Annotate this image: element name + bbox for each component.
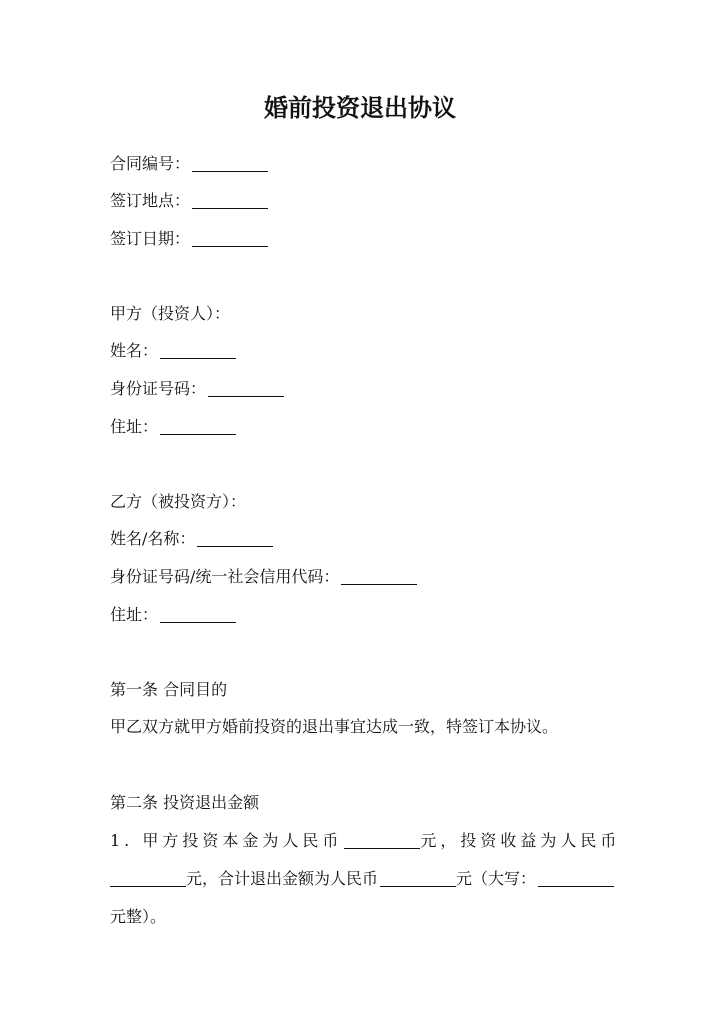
- sign-date-line: [110, 228, 268, 250]
- sign-place-line: [110, 190, 268, 212]
- article2-p2-text-a: 元，合计退出金额为人民币: [186, 869, 379, 888]
- article2-p1-text-a: 1. 甲方投资本金为人民币: [110, 831, 343, 850]
- income-amount-blank[interactable]: [110, 870, 186, 887]
- total-amount-blank[interactable]: [380, 870, 456, 887]
- article2-p3: 元整）。: [110, 907, 167, 926]
- article2-p1-text-b: 元，投资收益为人民币: [420, 831, 621, 850]
- party-a-address-label: 住址：: [110, 417, 159, 436]
- party-b-id-blank[interactable]: [341, 568, 417, 585]
- party-b-address-line: [110, 604, 236, 626]
- party-b-address-label: 住址：: [110, 605, 159, 624]
- sign-place-blank[interactable]: [192, 192, 268, 209]
- party-a-name-blank[interactable]: [160, 342, 236, 359]
- party-b-id-line: [110, 566, 417, 588]
- article1-text: 甲乙双方就甲方婚前投资的退出事宜达成一致，特签订本协议。: [110, 717, 559, 736]
- contract-no-line: [110, 153, 268, 175]
- party-b-address-blank[interactable]: [160, 606, 236, 623]
- party-a-address-blank[interactable]: [160, 418, 236, 435]
- party-a-id-label: 身份证号码：: [110, 379, 207, 398]
- contract-no-label: 合同编号：: [110, 154, 191, 173]
- party-b-header: 乙方（被投资方）：: [110, 492, 247, 511]
- party-b-name-label: 姓名/名称：: [110, 529, 196, 548]
- article2-title: 第二条 投资退出金额: [110, 793, 260, 812]
- sign-date-label: 签订日期：: [110, 229, 191, 248]
- party-a-address-line: [110, 416, 236, 438]
- party-a-name-label: 姓名：: [110, 341, 159, 360]
- party-b-name-line: [110, 528, 273, 550]
- article2-p2-text-b: 元（大写：: [456, 869, 537, 888]
- contract-no-blank[interactable]: [192, 155, 268, 172]
- sign-date-blank[interactable]: [192, 230, 268, 247]
- party-a-id-blank[interactable]: [208, 380, 284, 397]
- article1-title: 第一条 合同目的: [110, 680, 228, 699]
- article2-paragraph-line2: [110, 868, 614, 890]
- principal-amount-blank[interactable]: [344, 832, 420, 849]
- total-amount-chinese-blank[interactable]: [538, 870, 614, 887]
- party-b-id-label: 身份证号码/统一社会信用代码：: [110, 567, 340, 586]
- document-title: 婚前投资退出协议: [264, 94, 456, 122]
- party-a-id-line: [110, 378, 284, 400]
- party-a-name-line: [110, 340, 236, 362]
- article2-paragraph-line1: [110, 830, 620, 852]
- sign-place-label: 签订地点：: [110, 191, 191, 210]
- party-a-header: 甲方（投资人）：: [110, 304, 231, 323]
- party-b-name-blank[interactable]: [197, 530, 273, 547]
